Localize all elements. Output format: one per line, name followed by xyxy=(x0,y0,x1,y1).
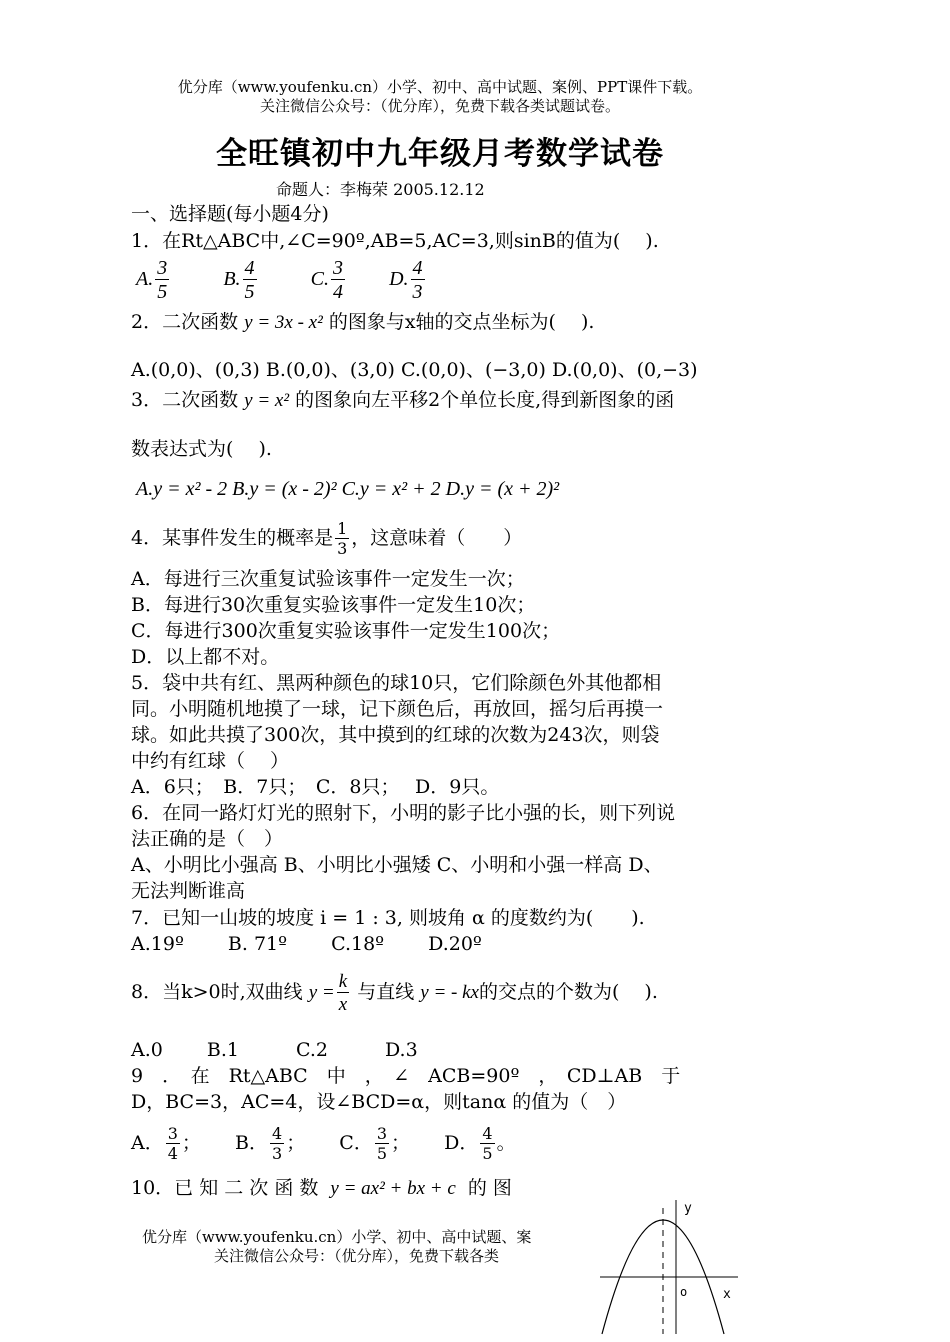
page-title: 全旺镇初中九年级月考数学试卷 xyxy=(216,136,664,172)
option-d: D. xyxy=(389,268,409,290)
option-b: B． xyxy=(235,1132,268,1154)
question-7-options: A.19º B. 71º C.18º D.20º xyxy=(131,933,482,955)
question-9-line-2: D，BC=3，AC=4，设∠BCD=α，则tanα 的值为（ ） xyxy=(131,1091,627,1113)
footer-line-2: 关注微信公众号：（优分库），免费下载各类 xyxy=(214,1247,500,1265)
question-5-line-3: 球。如此共摸了300次，其中摸到的红球的次数为243次，则袋 xyxy=(131,724,660,746)
origin-label: o xyxy=(680,1285,688,1299)
section-heading: 一、选择题(每小题4分) xyxy=(131,203,329,225)
question-5-line-4: 中约有红球（ ） xyxy=(131,750,290,772)
question-2: 2．二次函数 y = 3x - x² 的图象与x轴的交点坐标为( ). xyxy=(131,311,595,333)
header-line-2: 关注微信公众号：（优分库），免费下载各类试题试卷。 xyxy=(259,97,620,115)
question-8-options: A.0 B.1 C.2 D.3 xyxy=(131,1039,418,1061)
question-3-line-2: 数表达式为( ). xyxy=(131,438,272,460)
question-4-option-b: B．每进行30次重复实验该事件一定发生10次； xyxy=(131,594,536,616)
question-4: 4．某事件发生的概率是 $\frac{1}{3}$ ，这意味着（ ） xyxy=(131,519,523,558)
question-6-line-2: 法正确的是（ ） xyxy=(131,828,284,850)
question-10: 10．已 知 二 次 函 数 y = ax² + bx + c 的 图 xyxy=(131,1177,512,1199)
question-2-options: A.(0,0)、(0,3) B.(0,0)、(3,0) C.(0,0)、(−3,0) D.(0,0)、(0,−3) xyxy=(131,359,698,381)
question-9-options: A． $\frac{3}{4}$ ； B． $\frac{4}{3}$ ； C． $\frac{3}{5}$ ； D． $\frac{4}{5}$ 。 xyxy=(131,1124,516,1163)
question-6-options-1: A、小明比小强高 B、小明比小强矮 C、小明和小强一样高 D、 xyxy=(131,854,663,876)
option-c: C. xyxy=(310,268,329,290)
question-4-option-c: C．每进行300次重复实验该事件一定发生100次； xyxy=(131,620,561,642)
x-axis-label: x xyxy=(723,1287,731,1302)
formula: y = 3x - x² xyxy=(244,312,323,333)
option-c: C． xyxy=(339,1132,373,1154)
question-7: 7．已知一山坡的坡度 i = 1 : 3, 则坡角 α 的度数约为( ). xyxy=(131,907,645,929)
formula: y = ax² + bx + c xyxy=(330,1178,456,1199)
question-1: 1．在Rt△ABC中,∠C=90º,AB=5,AC=3,则sinB的值为( ). xyxy=(131,230,659,252)
question-8: 8．当k>0时,双曲线 y = $\frac{k}{x}$ 与直线 y = - kx的交点的个数为( ). xyxy=(131,971,658,1015)
header-line-1: 优分库（www.youfenku.cn）小学、初中、高中试题、案例、PPT课件下载。 xyxy=(177,78,703,96)
option-a: A. xyxy=(136,268,154,290)
formula: y = x² xyxy=(244,390,290,411)
formula: y = - kx xyxy=(420,982,479,1003)
question-6-line-1: 6．在同一路灯灯光的照射下，小明的影子比小强的长，则下列说 xyxy=(131,802,676,824)
question-4-option-a: A．每进行三次重复试验该事件一定发生一次； xyxy=(131,568,525,590)
option-a: A． xyxy=(131,1132,164,1154)
parabola-graph xyxy=(596,1196,746,1336)
y-axis-label: y xyxy=(684,1201,692,1216)
question-4-option-d: D．以上都不对。 xyxy=(131,646,280,668)
question-5-options: A．6只； B．7只； C．8只； D．9只。 xyxy=(131,776,500,798)
question-6-options-2: 无法判断谁高 xyxy=(131,880,246,902)
question-5-line-1: 5．袋中共有红、黑两种颜色的球10只，它们除颜色外其他都相 xyxy=(131,672,662,694)
question-3: 3．二次函数 y = x² 的图象向左平移2个单位长度,得到新图象的函 xyxy=(131,389,675,411)
option-d: D． xyxy=(444,1132,479,1154)
footer-line-1: 优分库（www.youfenku.cn）小学、初中、高中试题、案 xyxy=(142,1228,532,1246)
question-1-options: A. $\frac{3}{5}$ B. $\frac{4}{5}$ C. $\frac{3}{4}$ D. $\frac{4}{3}$ xyxy=(136,257,423,303)
question-5-line-2: 同。小明随机地摸了一球，记下颜色后，再放回，摇匀后再摸一 xyxy=(131,698,664,720)
author-line: 命题人：李梅荣 2005.12.12 xyxy=(276,180,485,199)
question-9-line-1: 9 ． 在 Rt△ABC 中 ， ∠ ACB=90º ， CD⊥AB 于 xyxy=(131,1065,681,1087)
option-b: B. xyxy=(223,268,241,290)
question-3-options: A.y = x² - 2 B.y = (x - 2)² C.y = x² + 2 D.y = (x + 2)² xyxy=(136,478,560,500)
